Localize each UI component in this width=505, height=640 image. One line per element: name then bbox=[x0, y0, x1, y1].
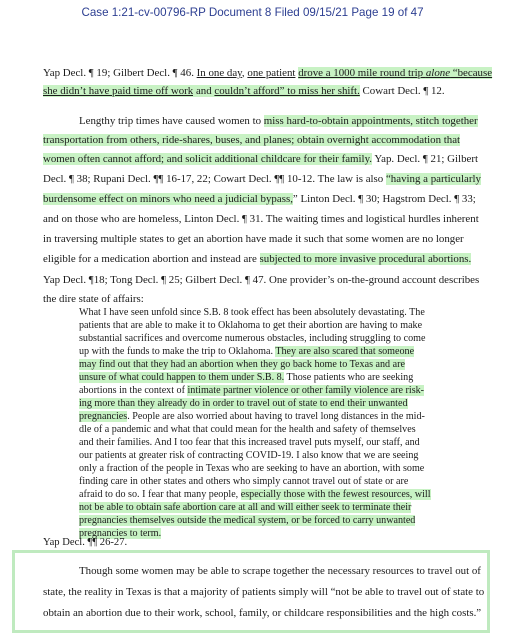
para-line-2: transportation from others, ride-shares, buses, and planes; obtain overnight accommodation that bbox=[43, 134, 461, 146]
document-header bbox=[0, 6, 505, 19]
quote-line-9: pregnancies. People are also worried about having to travel long distances in the mid- bbox=[79, 411, 425, 422]
intro-line-2: she didn’t have paid time off work and couldn’t afford” to miss her shift. Cowart Decl. ¶ 12. bbox=[43, 85, 445, 97]
quote-line-11: and their families. And I too fear that this increased travel puts myself, our staff, and bbox=[79, 437, 420, 448]
quote-line-18: pregnancies to term. bbox=[79, 528, 162, 539]
para-line-10: the dire state of affairs: bbox=[43, 293, 144, 305]
closing-line-1: Though some women may be able to scrape together the necessary resources to travel out of bbox=[79, 565, 481, 577]
quote-line-17: pregnancies themselves outside the medical system, or be forced to carry unwanted bbox=[79, 515, 416, 526]
page-number: Page 19 of 47 bbox=[351, 6, 424, 19]
intro-line-1: Yap Decl. ¶ 19; Gilbert Decl. ¶ 46. In one day, one patient drove a 1000 mile round trip alone “because bbox=[43, 67, 493, 79]
closing-line-2: state, the reality in Texas is that a majority of patients simply will “not be able to travel out of state to bbox=[43, 586, 485, 598]
para-line-6: and on those who are homeless, Linton Decl. ¶ 31. The waiting times and logistical hurdles inherent bbox=[43, 213, 479, 225]
para-line-8: eligible for a medication abortion and instead are subjected to more invasive procedural abortions. bbox=[43, 253, 472, 265]
para-line-3: women often cannot afford; and solicit additional childcare for their family. Yap. Decl. ¶ 21; Gilbert bbox=[43, 153, 478, 165]
quote-line-13: only a fraction of the people in Texas who are seeking to have an abortion, with some bbox=[79, 463, 425, 474]
para-line-5: burdensome effect on minors who need a judicial bypass,” Linton Decl. ¶ 30; Hagstrom Decl. ¶ 33; bbox=[43, 193, 476, 205]
quote-line-15: afraid to do so. I fear that many people, especially those with the fewest resources, will bbox=[79, 489, 431, 500]
quote-line-4: up with the funds to make the trip to Oklahoma. They are also scared that someone bbox=[79, 346, 415, 357]
document-number: Document 8 bbox=[208, 6, 272, 19]
highlight: drove a 1000 mile round trip alone “because bbox=[298, 67, 493, 79]
quote-line-16: not be able to obtain safe abortion care at all and will either seek to terminate their bbox=[79, 502, 412, 513]
citation: Yap Decl. ¶¶ 26-27. bbox=[43, 537, 128, 548]
quote-line-14: finding care in other states and others who simply cannot travel out of state or are bbox=[79, 476, 409, 487]
quote-line-5: may find out that they had an abortion when they go back home to Texas and are bbox=[79, 359, 405, 370]
case-number: Case 1:21-cv-00796-RP bbox=[81, 6, 206, 19]
quote-line-6: unsure of what could happen to them under S.B. 8. Those patients who are seeking bbox=[79, 372, 414, 383]
para-line-1: Lengthy trip times have caused women to miss hard-to-obtain appointments, stitch together bbox=[79, 115, 478, 127]
quote-line-10: dle of a pandemic and what that could mean for the health and safety of themselves bbox=[79, 424, 416, 435]
closing-line-3: obtain an abortion due to their work, school, family, or childcare responsibilities and the high costs.” bbox=[43, 607, 482, 619]
para-line-7: in traversing multiple states to get an abortion have made it such that some women are no longer bbox=[43, 233, 464, 245]
para-line-9: Yap Decl. ¶18; Tong Decl. ¶ 25; Gilbert Decl. ¶ 47. One provider’s on-the-ground account describes bbox=[43, 274, 480, 286]
quote-line-12: our patients at greater risk of contracting COVID-19. I also know that we are seeing bbox=[79, 450, 419, 461]
quote-line-8: ing more than they already do in order to travel out of state to end their unwanted bbox=[79, 398, 408, 409]
quote-line-1: What I have seen unfold since S.B. 8 took effect has been absolutely devastating. The bbox=[79, 307, 425, 318]
quote-line-7: abortions in the context of intimate partner violence or other family violence are risk- bbox=[79, 385, 425, 396]
quote-line-2: patients that are able to make it to Oklahoma to get their abortion are having to make bbox=[79, 320, 423, 331]
quote-line-3: substantial sacrifices and overcome numerous obstacles, including struggling to come bbox=[79, 333, 426, 344]
para-line-4: Decl. ¶ 38; Rupani Decl. ¶¶ 16-17, 22; Cowart Decl. ¶¶ 10-12. The law is also “having a particularly bbox=[43, 173, 481, 185]
filed-date: Filed 09/15/21 bbox=[274, 6, 349, 19]
